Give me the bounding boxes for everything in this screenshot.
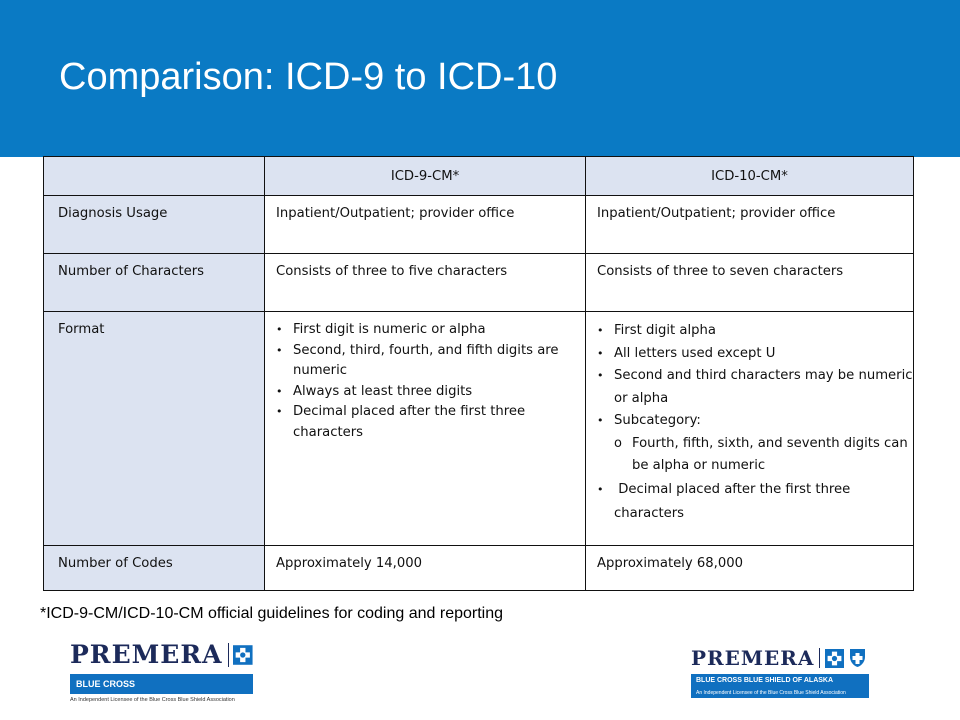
- bullet-glyph: •: [597, 346, 604, 360]
- blue-cross-band: BLUE CROSS: [70, 674, 253, 694]
- logo-divider: [819, 648, 820, 668]
- table-row: [44, 254, 914, 312]
- list-item: [276, 382, 585, 403]
- premera-wordmark: PREMERA: [70, 640, 223, 669]
- header-cell-icd9: ICD-9-CM*: [265, 157, 586, 196]
- bullet-glyph: •: [276, 384, 283, 398]
- bullet-glyph: •: [597, 414, 604, 427]
- row-label-format: Format: [44, 312, 265, 546]
- table-row: [44, 546, 914, 591]
- cell-icd9-number-of-characters: Consists of three to five characters: [265, 254, 586, 312]
- list-item: [597, 410, 913, 433]
- cell-icd9-diagnosis-usage: Inpatient/Outpatient; provider office: [265, 196, 586, 254]
- list-item-text: Second, third, fourth, and fifth digits are numeric: [293, 342, 559, 378]
- bullet-glyph: •: [276, 405, 283, 418]
- cell-icd10-number-of-characters: Consists of three to seven characters: [586, 254, 914, 312]
- list-item-text: First digit is numeric or alpha: [293, 322, 486, 337]
- list-item-text: First digit alpha: [614, 323, 716, 338]
- slide-title: Comparison: ICD-9 to ICD-10: [59, 56, 558, 98]
- list-item: [276, 320, 585, 341]
- bullet-glyph: •: [597, 369, 604, 382]
- cell-icd10-diagnosis-usage: Inpatient/Outpatient; provider office: [586, 196, 914, 254]
- table-header-row: [44, 157, 914, 196]
- list-item: [276, 402, 585, 443]
- sub-bullet-glyph: o: [614, 435, 622, 451]
- cell-icd10-number-of-codes: Approximately 68,000: [586, 546, 914, 591]
- bullet-glyph: •: [276, 343, 283, 357]
- table-row: [44, 312, 914, 546]
- cell-icd10-format: [586, 312, 914, 546]
- licensee-text: An Independent Licensee of the Blue Cross Blue Shield Association: [70, 697, 235, 703]
- blue-cross-icon: [233, 644, 253, 666]
- list-item: [597, 478, 913, 526]
- sub-list-item: [597, 433, 913, 478]
- list-item: [597, 365, 913, 410]
- bullet-glyph: •: [276, 323, 283, 336]
- cell-icd9-format: [265, 312, 586, 546]
- icd9-format-list: [276, 320, 585, 443]
- bullet-glyph: •: [597, 324, 604, 337]
- table-row: [44, 196, 914, 254]
- list-item-text: Always at least three digits: [293, 383, 473, 399]
- icd10-format-list: [597, 320, 913, 526]
- blue-cross-icon: [825, 649, 844, 668]
- bullet-glyph: •: [597, 482, 604, 496]
- licensee-text: An Independent Licensee of the Blue Cross Blue Shield Association: [691, 688, 869, 698]
- premera-bcbs-alaska-logo: [691, 646, 869, 698]
- row-label-diagnosis-usage: Diagnosis Usage: [44, 196, 265, 254]
- list-item-text: Decimal placed after the first three characters: [614, 481, 855, 521]
- footnote: *ICD-9-CM/ICD-10-CM official guidelines for coding and reporting: [40, 605, 504, 622]
- cell-icd9-number-of-codes: Approximately 14,000: [265, 546, 586, 591]
- header-cell-empty: [44, 157, 265, 196]
- list-item: [597, 320, 913, 343]
- list-item: [276, 341, 585, 382]
- premera-blue-cross-logo: [70, 640, 253, 703]
- list-item-text: All letters used except U: [614, 345, 776, 361]
- blue-shield-icon: [849, 648, 866, 668]
- list-item-text: Second and third characters may be numeric or alpha: [614, 368, 913, 406]
- list-item-text: Decimal placed after the first three characters: [293, 404, 526, 440]
- bcbs-alaska-band: BLUE CROSS BLUE SHIELD OF ALASKA: [691, 674, 869, 688]
- list-item: [597, 343, 913, 366]
- row-label-number-of-codes: Number of Codes: [44, 546, 265, 591]
- list-item-text: Subcategory:: [614, 413, 701, 428]
- premera-wordmark: PREMERA: [691, 646, 815, 670]
- header-cell-icd10: ICD-10-CM*: [586, 157, 914, 196]
- row-label-number-of-characters: Number of Characters: [44, 254, 265, 312]
- comparison-table: [43, 156, 914, 591]
- list-item-text: Fourth, fifth, sixth, and seventh digits can be alpha or numeric: [632, 435, 908, 473]
- logo-divider: [228, 643, 229, 667]
